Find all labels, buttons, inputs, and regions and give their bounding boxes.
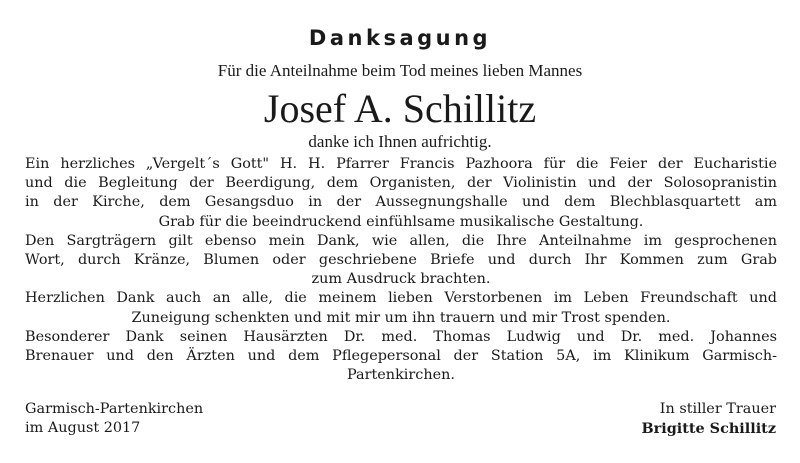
mourning-text: In stiller Trauer — [659, 401, 776, 417]
body-line: Zuneigung schenkten und mit mir um ihn trauern und mir Trost spenden. — [131, 309, 671, 326]
body-line: Grab für die beeindruckend einfühlsame musikalische Gestaltung. — [158, 213, 644, 230]
intro-text: Für die Anteilnahme beim Tod meines lieben Mannes — [217, 61, 583, 80]
body-line: Herzlichen Dank auch an alle, die meinem lieben Verstorbenen im Leben Freundschaft und — [25, 290, 777, 307]
date: im August 2017 — [25, 420, 141, 436]
body-line: Ein herzliches „Vergelt´s Gott" H. H. Pfarrer Francis Pazhoora für die Feier der Eucharistie — [25, 156, 777, 172]
body-line: und die Begleitung der Beerdigung, dem Organisten, der Violinistin und der Solosopranistin — [25, 175, 777, 192]
body-line: Partenkirchen. — [347, 367, 455, 384]
deceased-name: Josef A. Schillitz — [263, 86, 537, 131]
body-line: Besonderer Dank seinen Hausärzten Dr. med. Thomas Ludwig und Dr. med. Johannes — [25, 328, 777, 345]
body-line: Brenauer und den Ärzten und dem Pflegepersonal der Station 5A, im Klinikum Garmisch- — [25, 348, 777, 365]
body-text — [25, 155, 777, 385]
body-line: Wort, durch Kränze, Blumen oder geschriebene Briefe und durch Ihr Kommen zum Grab — [25, 252, 777, 269]
body-line: Den Sargträgern gilt ebenso mein Dank, wie allen, die Ihre Anteilnahme im gesprochenen — [25, 232, 777, 249]
body-line: in der Kirche, dem Gesangsduo in der Aussegnungshalle und dem Blechblasquartett am — [25, 194, 777, 211]
body-line: zum Ausdruck brachten. — [311, 271, 491, 288]
footer-place-date — [25, 400, 203, 438]
signature: Brigitte Schillitz — [641, 420, 776, 437]
footer-signature-block — [641, 400, 776, 438]
thanks-text: danke ich Ihnen aufrichtig. — [308, 132, 492, 151]
heading: Danksagung — [308, 26, 492, 50]
place: Garmisch-Partenkirchen — [25, 401, 204, 417]
